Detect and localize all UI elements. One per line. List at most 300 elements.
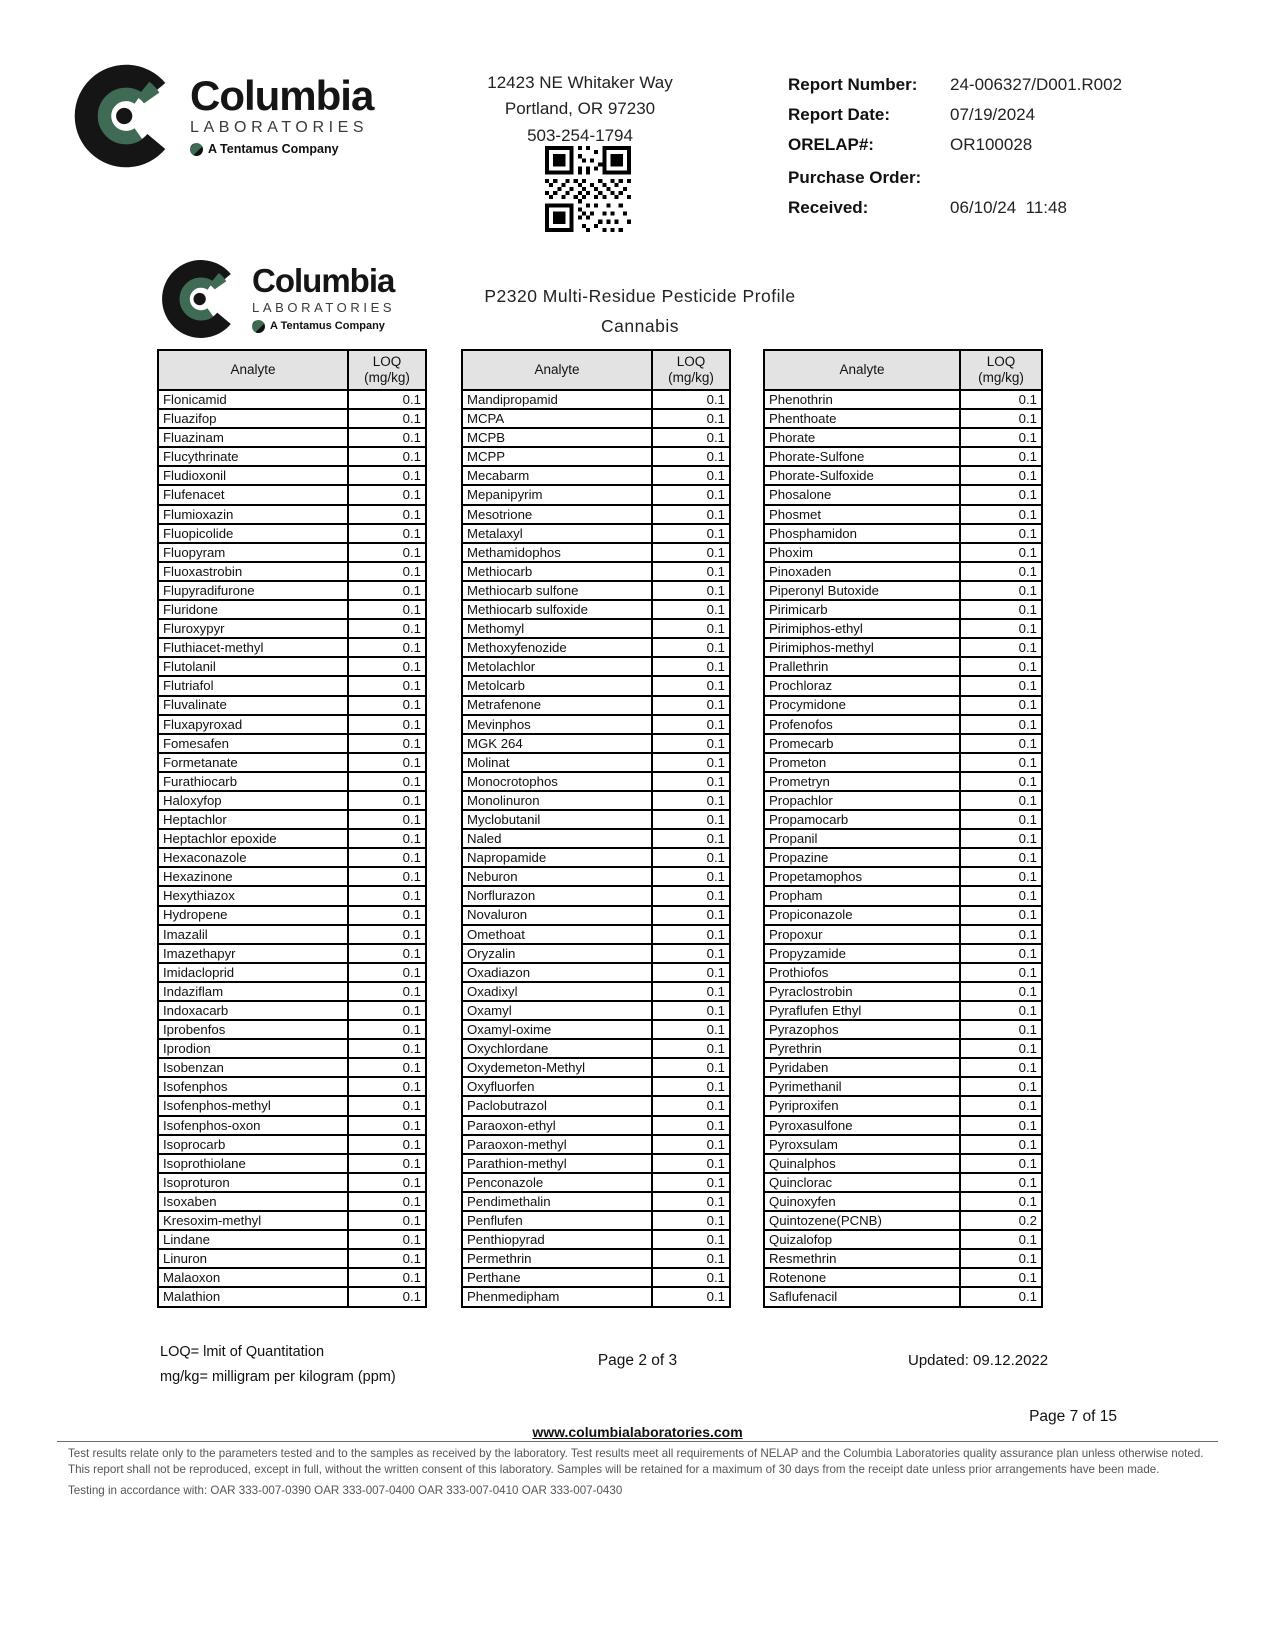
loq-cell: 0.1: [652, 600, 730, 619]
loq-cell: 0.1: [348, 1077, 426, 1096]
table-row: [462, 1096, 730, 1115]
analyte-cell: Phorate-Sulfoxide: [764, 466, 960, 485]
table-row: [764, 657, 1042, 676]
loq-cell: 0.1: [652, 963, 730, 982]
report-field: [788, 100, 1208, 130]
loq-cell: 0.1: [652, 562, 730, 581]
table-row: [764, 562, 1042, 581]
address-line: 12423 NE Whitaker Way: [487, 73, 673, 92]
loq-cell: 0.1: [652, 390, 730, 409]
loq-cell: 0.1: [960, 1020, 1042, 1039]
table-row: [764, 447, 1042, 466]
loq-cell: 0.1: [348, 1173, 426, 1192]
analyte-cell: Prometon: [764, 753, 960, 772]
loq-cell: 0.1: [652, 657, 730, 676]
column-header-analyte: Analyte: [764, 350, 960, 390]
table-row: [764, 1249, 1042, 1268]
column-header-loq: LOQ (mg/kg): [348, 350, 426, 390]
table-row: [158, 1211, 426, 1230]
loq-cell: 0.1: [960, 810, 1042, 829]
loq-cell: 0.1: [348, 1230, 426, 1249]
loq-cell: 0.1: [348, 447, 426, 466]
table-row: [158, 734, 426, 753]
loq-cell: 0.1: [652, 1268, 730, 1287]
profile-title: P2320 Multi-Residue Pesticide Profile: [484, 286, 796, 306]
analyte-cell: Molinat: [462, 753, 652, 772]
columbia-logo: [72, 62, 373, 170]
analyte-cell: Oxyfluorfen: [462, 1077, 652, 1096]
table-row: [158, 906, 426, 925]
analyte-cell: Isoproturon: [158, 1173, 348, 1192]
loq-cell: 0.1: [348, 925, 426, 944]
loq-cell: 0.1: [652, 1154, 730, 1173]
logo-wordmark: Columbia: [252, 262, 395, 300]
analyte-cell: Indoxacarb: [158, 1001, 348, 1020]
table-row: [764, 963, 1042, 982]
loq-cell: 0.1: [348, 1096, 426, 1115]
table-row: [462, 466, 730, 485]
loq-cell: 0.1: [960, 1249, 1042, 1268]
analyte-cell: Phoxim: [764, 543, 960, 562]
loq-cell: 0.1: [960, 829, 1042, 848]
loq-cell: 0.1: [348, 581, 426, 600]
loq-cell: 0.1: [348, 409, 426, 428]
loq-cell: 0.1: [960, 581, 1042, 600]
analyte-cell: Fluvalinate: [158, 696, 348, 715]
table-row: [462, 1135, 730, 1154]
table-row: [158, 657, 426, 676]
loq-cell: 0.1: [652, 715, 730, 734]
loq-cell: 0.1: [652, 1001, 730, 1020]
analyte-cell: Napropamide: [462, 848, 652, 867]
table-row: [158, 1154, 426, 1173]
report-field: [788, 70, 1208, 100]
table-row: [764, 1020, 1042, 1039]
analyte-cell: Pyroxasulfone: [764, 1116, 960, 1135]
table-row: [462, 1116, 730, 1135]
loq-cell: 0.1: [652, 734, 730, 753]
profile-title-block: [430, 286, 850, 337]
loq-cell: 0.1: [652, 1135, 730, 1154]
analyte-cell: Paraoxon-ethyl: [462, 1116, 652, 1135]
column-header-analyte: Analyte: [158, 350, 348, 390]
loq-cell: 0.1: [348, 524, 426, 543]
analyte-cell: Paclobutrazol: [462, 1096, 652, 1115]
analyte-cell: Oxadiazon: [462, 963, 652, 982]
table-row: [764, 638, 1042, 657]
qr-code: [545, 146, 631, 232]
table-row: [158, 638, 426, 657]
table-row: [764, 715, 1042, 734]
loq-cell: 0.2: [960, 1211, 1042, 1230]
table-row: [462, 1211, 730, 1230]
analyte-cell: Quinalphos: [764, 1154, 960, 1173]
analyte-cell: Isoprocarb: [158, 1135, 348, 1154]
loq-cell: 0.1: [652, 485, 730, 504]
table-row: [158, 1116, 426, 1135]
page-number: Page 7 of 15: [1029, 1408, 1117, 1425]
table-row: [764, 1287, 1042, 1306]
analyte-cell: Profenofos: [764, 715, 960, 734]
analyte-cell: Prothiofos: [764, 963, 960, 982]
analyte-cell: Pyraflufen Ethyl: [764, 1001, 960, 1020]
loq-cell: 0.1: [652, 676, 730, 695]
loq-cell: 0.1: [348, 1268, 426, 1287]
table-row: [462, 447, 730, 466]
analyte-cell: Propachlor: [764, 791, 960, 810]
table-row: [158, 428, 426, 447]
loq-cell: 0.1: [348, 753, 426, 772]
table-row: [462, 791, 730, 810]
analyte-cell: Propyzamide: [764, 944, 960, 963]
loq-cell: 0.1: [960, 1077, 1042, 1096]
table-header-row: [158, 350, 426, 390]
table-row: [462, 715, 730, 734]
table-row: [462, 485, 730, 504]
analyte-cell: Flucythrinate: [158, 447, 348, 466]
loq-cell: 0.1: [348, 829, 426, 848]
loq-cell: 0.1: [960, 715, 1042, 734]
table-row: [158, 963, 426, 982]
loq-cell: 0.1: [348, 944, 426, 963]
table-row: [462, 581, 730, 600]
loq-cell: 0.1: [348, 428, 426, 447]
table-row: [158, 1249, 426, 1268]
table-row: [462, 829, 730, 848]
analyte-cell: Norflurazon: [462, 886, 652, 905]
analyte-cell: Quinclorac: [764, 1173, 960, 1192]
table-row: [462, 1154, 730, 1173]
loq-cell: 0.1: [652, 906, 730, 925]
analyte-cell: Procymidone: [764, 696, 960, 715]
updated-date: Updated: 09.12.2022: [908, 1352, 1049, 1369]
loq-cell: 0.1: [348, 906, 426, 925]
analyte-cell: Iprobenfos: [158, 1020, 348, 1039]
loq-cell: 0.1: [652, 1211, 730, 1230]
loq-cell: 0.1: [348, 466, 426, 485]
loq-cell: 0.1: [960, 657, 1042, 676]
table-row: [764, 543, 1042, 562]
analyte-cell: Indaziflam: [158, 982, 348, 1001]
table-row: [462, 696, 730, 715]
analyte-table: [461, 349, 731, 1308]
table-row: [764, 1154, 1042, 1173]
testing-standards: Testing in accordance with: OAR 333-007-0390 OAR 333-007-0400 OAR 333-007-0410 OAR 333-007-0430: [68, 1483, 623, 1497]
table-row: [158, 1058, 426, 1077]
loq-cell: 0.1: [652, 1173, 730, 1192]
table-row: [764, 734, 1042, 753]
report-field-value: 07/19/2024: [950, 105, 1036, 124]
analyte-cell: Oxychlordane: [462, 1039, 652, 1058]
loq-cell: 0.1: [652, 1116, 730, 1135]
table-row: [462, 906, 730, 925]
loq-cell: 0.1: [960, 1135, 1042, 1154]
analyte-cell: Oxamyl: [462, 1001, 652, 1020]
analyte-cell: Pyrimethanil: [764, 1077, 960, 1096]
table-row: [764, 982, 1042, 1001]
table-row: [764, 944, 1042, 963]
logo-wordmark: Columbia: [190, 71, 374, 119]
analyte-cell: Pirimiphos-methyl: [764, 638, 960, 657]
report-field-label: Purchase Order:: [788, 168, 922, 187]
table-row: [764, 925, 1042, 944]
loq-cell: 0.1: [960, 447, 1042, 466]
table-row: [158, 543, 426, 562]
table-row: [764, 791, 1042, 810]
profile-subtitle: Cannabis: [601, 316, 679, 336]
analyte-cell: Quizalofop: [764, 1230, 960, 1249]
logo-tagline: A Tentamus Company: [190, 142, 373, 156]
analyte-cell: Pyraclostrobin: [764, 982, 960, 1001]
report-field: [788, 193, 1208, 223]
loq-cell: 0.1: [652, 1020, 730, 1039]
loq-cell: 0.1: [960, 1192, 1042, 1211]
loq-cell: 0.1: [960, 466, 1042, 485]
analyte-cell: Phenthoate: [764, 409, 960, 428]
table-row: [462, 944, 730, 963]
table-row: [764, 428, 1042, 447]
loq-cell: 0.1: [960, 428, 1042, 447]
analyte-cell: Isofenphos-methyl: [158, 1096, 348, 1115]
analyte-cell: Promecarb: [764, 734, 960, 753]
table-row: [462, 753, 730, 772]
loq-cell: 0.1: [652, 829, 730, 848]
table-row: [158, 466, 426, 485]
analyte-cell: Mevinphos: [462, 715, 652, 734]
table-row: [764, 1058, 1042, 1077]
table-row: [158, 485, 426, 504]
table-row: [764, 867, 1042, 886]
table-row: [764, 505, 1042, 524]
table-row: [764, 1230, 1042, 1249]
loq-cell: 0.1: [652, 447, 730, 466]
analyte-cell: Penflufen: [462, 1211, 652, 1230]
analyte-cell: Phorate: [764, 428, 960, 447]
table-row: [158, 944, 426, 963]
table-row: [462, 600, 730, 619]
analyte-cell: Hexazinone: [158, 867, 348, 886]
analyte-cell: Heptachlor epoxide: [158, 829, 348, 848]
table-row: [462, 1230, 730, 1249]
table-row: [462, 886, 730, 905]
analyte-cell: Fomesafen: [158, 734, 348, 753]
table-row: [158, 829, 426, 848]
column-header-loq: LOQ (mg/kg): [652, 350, 730, 390]
loq-cell: 0.1: [652, 409, 730, 428]
table-row: [462, 1192, 730, 1211]
analyte-cell: Quintozene(PCNB): [764, 1211, 960, 1230]
loq-cell: 0.1: [348, 1192, 426, 1211]
table-row: [158, 409, 426, 428]
loq-cell: 0.1: [652, 428, 730, 447]
table-row: [158, 1001, 426, 1020]
loq-cell: 0.1: [652, 581, 730, 600]
table-row: [462, 848, 730, 867]
loq-cell: 0.1: [960, 619, 1042, 638]
loq-cell: 0.1: [348, 1249, 426, 1268]
analyte-cell: Isoprothiolane: [158, 1154, 348, 1173]
analyte-cell: Phenmedipham: [462, 1287, 652, 1306]
analyte-cell: Pirimicarb: [764, 600, 960, 619]
report-field-label: Received:: [788, 198, 869, 217]
table-row: [462, 734, 730, 753]
analyte-cell: Hexaconazole: [158, 848, 348, 867]
address-block: [420, 70, 740, 149]
analyte-cell: Isoxaben: [158, 1192, 348, 1211]
analyte-cell: Imazethapyr: [158, 944, 348, 963]
analyte-cell: Quinoxyfen: [764, 1192, 960, 1211]
loq-cell: 0.1: [652, 1287, 730, 1306]
analyte-cell: Formetanate: [158, 753, 348, 772]
analyte-cell: Fluroxypyr: [158, 619, 348, 638]
analyte-cell: Propanil: [764, 829, 960, 848]
report-field: [788, 130, 1208, 160]
analyte-cell: Pyroxsulam: [764, 1135, 960, 1154]
table-row: [764, 1077, 1042, 1096]
loq-cell: 0.1: [960, 753, 1042, 772]
analyte-cell: Isofenphos-oxon: [158, 1116, 348, 1135]
loq-cell: 0.1: [348, 676, 426, 695]
analyte-cell: Pinoxaden: [764, 562, 960, 581]
analyte-cell: Phosphamidon: [764, 524, 960, 543]
report-field-value: OR100028: [950, 135, 1033, 154]
report-field-value: 06/10/24 11:48: [950, 198, 1067, 217]
loq-cell: 0.1: [652, 638, 730, 657]
table-row: [158, 562, 426, 581]
table-row: [462, 867, 730, 886]
analyte-cell: Fluoxastrobin: [158, 562, 348, 581]
analyte-cell: Hexythiazox: [158, 886, 348, 905]
loq-cell: 0.1: [960, 696, 1042, 715]
analyte-cell: Pirimiphos-ethyl: [764, 619, 960, 638]
table-row: [462, 1268, 730, 1287]
loq-cell: 0.1: [348, 1116, 426, 1135]
table-row: [462, 390, 730, 409]
table-row: [462, 524, 730, 543]
table-row: [462, 562, 730, 581]
loq-cell: 0.1: [652, 944, 730, 963]
loq-cell: 0.1: [348, 1154, 426, 1173]
loq-cell: 0.1: [960, 390, 1042, 409]
loq-cell: 0.1: [960, 600, 1042, 619]
table-row: [462, 1173, 730, 1192]
loq-cell: 0.1: [960, 638, 1042, 657]
analyte-cell: Iprodion: [158, 1039, 348, 1058]
table-row: [764, 810, 1042, 829]
report-field: [788, 163, 1208, 193]
loq-cell: 0.1: [348, 696, 426, 715]
analyte-cell: Methoxyfenozide: [462, 638, 652, 657]
analyte-cell: Permethrin: [462, 1249, 652, 1268]
loq-cell: 0.1: [348, 734, 426, 753]
table-header-row: [764, 350, 1042, 390]
loq-cell: 0.1: [960, 848, 1042, 867]
analyte-cell: Kresoxim-methyl: [158, 1211, 348, 1230]
table-row: [158, 1287, 426, 1306]
loq-cell: 0.1: [960, 886, 1042, 905]
loq-cell: 0.1: [652, 791, 730, 810]
table-row: [764, 676, 1042, 695]
table-header-row: [462, 350, 730, 390]
analyte-cell: Oxydemeton-Methyl: [462, 1058, 652, 1077]
analyte-cell: Fluopyram: [158, 543, 348, 562]
analyte-cell: Flonicamid: [158, 390, 348, 409]
analyte-cell: Propiconazole: [764, 906, 960, 925]
table-row: [764, 1268, 1042, 1287]
analyte-cell: Propetamophos: [764, 867, 960, 886]
column-header-loq: LOQ (mg/kg): [960, 350, 1042, 390]
loq-cell: 0.1: [652, 982, 730, 1001]
loq-cell: 0.1: [348, 886, 426, 905]
analyte-cell: Malathion: [158, 1287, 348, 1306]
table-row: [158, 772, 426, 791]
analyte-cell: Mesotrione: [462, 505, 652, 524]
table-row: [158, 1230, 426, 1249]
analyte-cell: Metolcarb: [462, 676, 652, 695]
table-row: [764, 753, 1042, 772]
analyte-cell: Rotenone: [764, 1268, 960, 1287]
table-row: [158, 753, 426, 772]
table-row: [462, 982, 730, 1001]
analyte-cell: Novaluron: [462, 906, 652, 925]
analyte-cell: Fluthiacet-methyl: [158, 638, 348, 657]
loq-cell: 0.1: [348, 1287, 426, 1306]
analyte-cell: Mecabarm: [462, 466, 652, 485]
table-row: [462, 1020, 730, 1039]
table-row: [764, 1116, 1042, 1135]
loq-cell: 0.1: [960, 944, 1042, 963]
analyte-cell: MGK 264: [462, 734, 652, 753]
report-field-label: ORELAP#:: [788, 135, 874, 154]
analyte-cell: Neburon: [462, 867, 652, 886]
loq-cell: 0.1: [960, 867, 1042, 886]
analyte-cell: Imidacloprid: [158, 963, 348, 982]
analyte-cell: Paraoxon-methyl: [462, 1135, 652, 1154]
loq-cell: 0.1: [348, 1211, 426, 1230]
analyte-cell: Resmethrin: [764, 1249, 960, 1268]
table-row: [462, 963, 730, 982]
loq-cell: 0.1: [348, 600, 426, 619]
report-field-label: Report Date:: [788, 105, 891, 124]
analyte-cell: Oryzalin: [462, 944, 652, 963]
loq-cell: 0.1: [652, 1230, 730, 1249]
analyte-cell: Naled: [462, 829, 652, 848]
analyte-cell: Penthiopyrad: [462, 1230, 652, 1249]
loq-cell: 0.1: [960, 524, 1042, 543]
logo-subname: LABORATORIES: [252, 299, 396, 315]
analyte-cell: Metalaxyl: [462, 524, 652, 543]
loq-cell: 0.1: [960, 1287, 1042, 1306]
columbia-logo-small: [160, 258, 395, 340]
loq-cell: 0.1: [960, 1039, 1042, 1058]
loq-cell: 0.1: [960, 543, 1042, 562]
loq-cell: 0.1: [348, 810, 426, 829]
loq-cell: 0.1: [960, 1268, 1042, 1287]
analyte-cell: Propham: [764, 886, 960, 905]
table-row: [158, 982, 426, 1001]
loq-cell: 0.1: [348, 982, 426, 1001]
website-text: www.columbialaboratories.com: [532, 1424, 743, 1440]
analyte-cell: Mepanipyrim: [462, 485, 652, 504]
loq-cell: 0.1: [652, 772, 730, 791]
analyte-cell: Pyridaben: [764, 1058, 960, 1077]
loq-cell: 0.1: [348, 791, 426, 810]
table-row: [764, 1192, 1042, 1211]
logo-subname: LABORATORIES: [190, 119, 369, 137]
table-row: [764, 1211, 1042, 1230]
analyte-table: [763, 349, 1043, 1308]
table-row: [158, 619, 426, 638]
